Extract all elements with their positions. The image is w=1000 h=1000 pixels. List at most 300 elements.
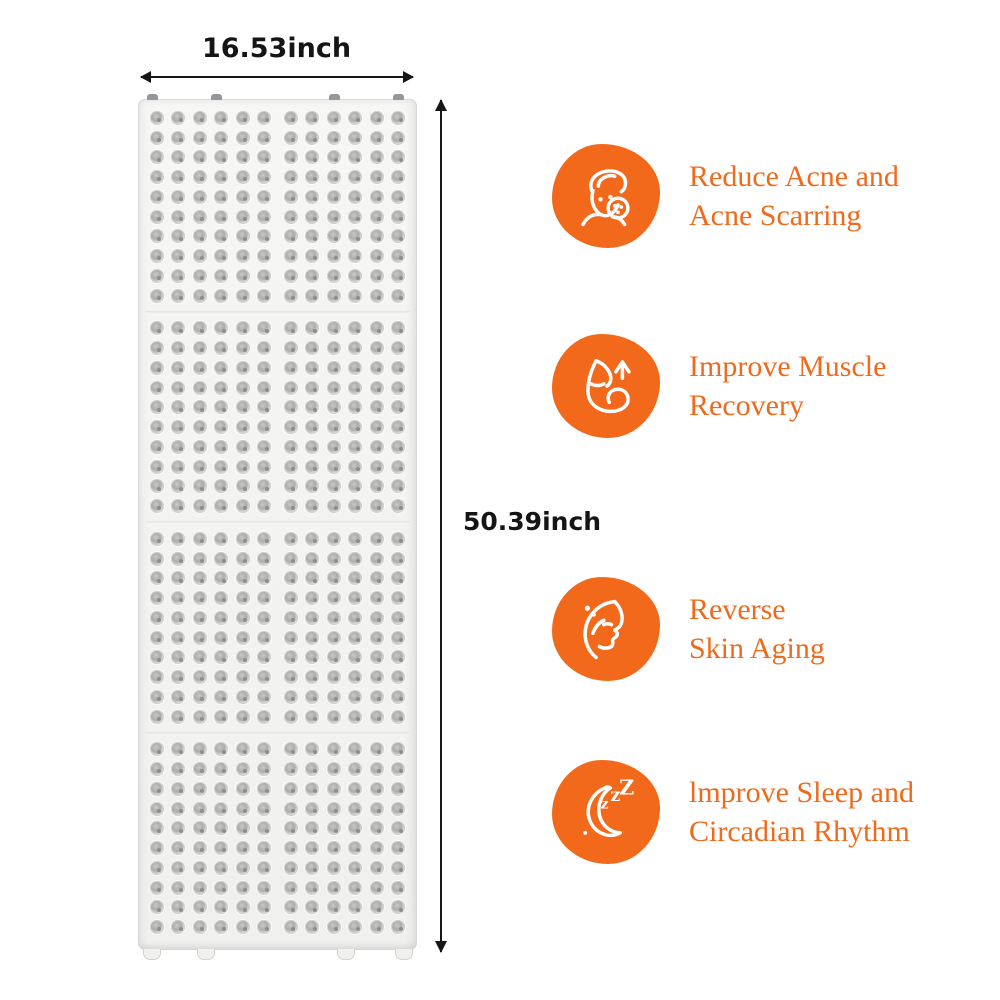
led-row [139,190,416,204]
led-dot [370,440,384,454]
led-dot [214,229,228,243]
led-dot [284,532,298,546]
led-dot [257,841,271,855]
feature-line: Circadian Rhythm [689,815,910,848]
led-dot [327,499,341,513]
led-dot [257,440,271,454]
led-dot [257,289,271,303]
led-dot [257,900,271,914]
led-dot [171,841,185,855]
led-dot [214,900,228,914]
led-dot [257,131,271,145]
led-dot [236,361,250,375]
led-dot [284,289,298,303]
svg-text:z: z [600,796,609,813]
led-dot [348,381,362,395]
led-dot [370,210,384,224]
led-dot [305,802,319,816]
led-dot [391,460,405,474]
led-dot [214,881,228,895]
led-dot [193,190,207,204]
led-dot [214,841,228,855]
led-dot [193,440,207,454]
led-row [139,479,416,493]
led-dot [327,552,341,566]
led-row [139,420,416,434]
led-dot [327,690,341,704]
led-dot [171,532,185,546]
led-dot [257,571,271,585]
led-dot [391,210,405,224]
led-section [139,529,416,727]
led-dot [348,341,362,355]
led-dot [236,479,250,493]
led-dot [284,111,298,125]
led-dot [348,571,362,585]
led-dot [284,552,298,566]
led-dot [171,782,185,796]
led-dot [391,900,405,914]
led-dot [214,460,228,474]
led-dot [305,631,319,645]
led-dot [171,611,185,625]
led-dot [193,321,207,335]
led-dot [171,420,185,434]
led-dot [150,742,164,756]
led-dot [348,690,362,704]
led-dot [305,440,319,454]
led-dot [284,381,298,395]
led-dot [327,479,341,493]
led-dot [305,920,319,934]
led-dot [327,841,341,855]
led-dot [214,479,228,493]
led-dot [150,710,164,724]
led-dot [171,249,185,263]
led-dot [305,381,319,395]
led-dot [284,361,298,375]
led-dot [214,821,228,835]
led-dot [284,210,298,224]
led-dot [284,861,298,875]
led-dot [391,321,405,335]
led-dot [193,150,207,164]
led-dot [236,742,250,756]
led-dot [370,341,384,355]
led-dot [327,361,341,375]
led-dot [257,690,271,704]
led-dot [214,670,228,684]
led-row [139,150,416,164]
led-dot [370,150,384,164]
led-dot [370,420,384,434]
led-dot [327,920,341,934]
led-dot [391,670,405,684]
led-dot [305,229,319,243]
led-dot [391,479,405,493]
led-dot [391,499,405,513]
led-dot [284,611,298,625]
led-dot [171,229,185,243]
panel-seam [145,732,410,735]
led-dot [305,841,319,855]
led-dot [214,170,228,184]
led-dot [257,670,271,684]
led-dot [236,861,250,875]
led-dot [171,920,185,934]
led-dot [391,400,405,414]
led-dot [193,742,207,756]
led-row [139,900,416,914]
led-dot [193,821,207,835]
led-dot [370,611,384,625]
led-dot [257,552,271,566]
led-dot [214,920,228,934]
led-dot [150,229,164,243]
led-dot [150,900,164,914]
led-dot [305,479,319,493]
led-row [139,210,416,224]
led-row [139,710,416,724]
led-dot [193,802,207,816]
led-dot [305,611,319,625]
dimension-width-arrow [141,76,413,78]
led-dot [370,841,384,855]
led-dot [348,190,362,204]
led-dot [370,269,384,283]
led-dot [391,150,405,164]
led-dot [348,650,362,664]
led-dot [214,321,228,335]
feature-line: Improve Muscle [689,350,887,383]
led-dot [348,420,362,434]
led-dot [214,591,228,605]
panel-foot [197,949,215,960]
led-dot [257,420,271,434]
led-dot [348,131,362,145]
led-dot [214,690,228,704]
led-dot [171,499,185,513]
led-dot [348,591,362,605]
led-row [139,269,416,283]
led-dot [171,690,185,704]
led-dot [391,920,405,934]
led-dot [171,802,185,816]
led-dot [327,249,341,263]
led-row [139,440,416,454]
led-dot [348,499,362,513]
led-dot [150,499,164,513]
led-dot [257,861,271,875]
led-dot [257,479,271,493]
led-dot [327,420,341,434]
led-dot [370,670,384,684]
led-dot [236,249,250,263]
feature-text [689,590,825,668]
led-dot [327,900,341,914]
led-row [139,742,416,756]
led-dot [214,420,228,434]
led-dot [305,650,319,664]
mount-tab-icon [211,94,222,100]
led-dot [171,591,185,605]
led-dot [150,249,164,263]
led-dot [150,670,164,684]
led-dot [214,710,228,724]
led-dot [284,920,298,934]
led-dot [305,420,319,434]
led-dot [193,400,207,414]
panel-seam [145,311,410,314]
led-dot [348,762,362,776]
led-dot [214,861,228,875]
led-dot [214,611,228,625]
led-dot [305,190,319,204]
led-dot [327,650,341,664]
led-dot [284,690,298,704]
led-dot [193,710,207,724]
led-row [139,111,416,125]
led-dot [171,571,185,585]
led-dot [214,762,228,776]
led-dot [257,341,271,355]
led-row [139,170,416,184]
led-dot [391,821,405,835]
led-dot [284,650,298,664]
led-dot [171,381,185,395]
led-dot [305,499,319,513]
led-dot [236,900,250,914]
led-dot [305,249,319,263]
led-dot [236,460,250,474]
led-section [139,740,416,938]
dimension-width-label: 16.53inch [201,33,352,64]
led-dot [171,670,185,684]
led-dot [305,821,319,835]
led-dot [327,782,341,796]
led-dot [305,552,319,566]
led-dot [284,321,298,335]
led-dot [327,229,341,243]
led-dot [348,900,362,914]
led-dot [257,650,271,664]
led-dot [284,571,298,585]
led-dot [348,861,362,875]
led-dot [150,591,164,605]
led-dot [305,460,319,474]
led-dot [171,131,185,145]
led-dot [391,650,405,664]
led-row [139,611,416,625]
led-row [139,361,416,375]
led-dot [284,841,298,855]
led-dot [305,900,319,914]
led-dot [370,321,384,335]
led-row [139,861,416,875]
led-dot [391,861,405,875]
led-dot [214,532,228,546]
led-dot [150,920,164,934]
feature-line: Skin Aging [689,632,825,665]
led-dot [391,881,405,895]
led-dot [171,552,185,566]
led-row [139,229,416,243]
led-dot [348,150,362,164]
feature-line: Reduce Acne and [689,160,899,193]
led-dot [391,710,405,724]
led-dot [284,170,298,184]
led-dot [370,249,384,263]
led-dot [327,742,341,756]
led-dot [370,650,384,664]
led-dot [257,400,271,414]
feature-muscle-recovery [552,334,886,438]
led-row [139,802,416,816]
led-dot [327,591,341,605]
led-dot [193,670,207,684]
led-dot [284,479,298,493]
led-dot [171,361,185,375]
feature-line: Acne Scarring [689,199,862,232]
led-dot [193,841,207,855]
panel-foot [395,949,413,960]
led-dot [370,361,384,375]
led-dot [150,381,164,395]
led-dot [214,269,228,283]
led-dot [171,210,185,224]
led-dot [171,861,185,875]
dimension-height-arrow [440,100,442,952]
led-dot [348,229,362,243]
led-dot [171,111,185,125]
led-dot [391,381,405,395]
led-dot [193,650,207,664]
led-dot [284,460,298,474]
led-dot [193,229,207,243]
led-dot [305,762,319,776]
led-dot [391,249,405,263]
led-dot [193,131,207,145]
led-dot [214,650,228,664]
led-dot [193,861,207,875]
led-dot [327,881,341,895]
panel-seam [145,521,410,524]
led-dot [327,321,341,335]
led-row [139,881,416,895]
led-dot [370,821,384,835]
led-dot [348,742,362,756]
led-row [139,690,416,704]
skin-aging-face-icon [552,577,660,681]
led-dot [171,881,185,895]
led-dot [150,150,164,164]
led-dot [284,742,298,756]
led-dot [257,499,271,513]
led-dot [305,742,319,756]
led-dot [236,400,250,414]
led-dot [284,670,298,684]
led-dot [214,631,228,645]
led-dot [193,269,207,283]
led-dot [391,361,405,375]
led-dot [305,210,319,224]
led-dot [305,710,319,724]
led-dot [171,269,185,283]
led-dot [284,150,298,164]
led-dot [257,321,271,335]
led-row [139,821,416,835]
led-dot [171,762,185,776]
led-dot [236,210,250,224]
led-dot [214,782,228,796]
led-dot [236,190,250,204]
led-dot [327,170,341,184]
led-dot [370,532,384,546]
led-dot [370,742,384,756]
led-dot [193,631,207,645]
acne-face-icon [552,144,660,248]
led-dot [327,802,341,816]
led-dot [348,289,362,303]
led-dot [370,571,384,585]
led-dot [284,631,298,645]
feature-text [689,157,899,235]
led-dot [214,742,228,756]
led-dot [348,460,362,474]
panel-foot [337,949,355,960]
led-dot [150,440,164,454]
led-row [139,321,416,335]
led-dot [257,532,271,546]
feature-reverse-skin-aging [552,577,825,681]
svg-text:Z: Z [619,777,635,800]
led-dot [391,190,405,204]
led-dot [370,381,384,395]
led-dot [214,571,228,585]
led-dot [391,341,405,355]
led-dot [327,571,341,585]
led-dot [391,131,405,145]
led-row [139,400,416,414]
led-dot [171,900,185,914]
led-dot [171,742,185,756]
led-dot [391,611,405,625]
led-dot [236,381,250,395]
led-dot [327,341,341,355]
led-dot [305,289,319,303]
led-dot [370,190,384,204]
led-row [139,571,416,585]
led-dot [305,400,319,414]
led-dot [284,440,298,454]
led-dot [150,361,164,375]
led-dot [348,440,362,454]
led-dot [327,111,341,125]
led-dot [150,821,164,835]
led-dot [284,802,298,816]
led-row [139,650,416,664]
led-dot [236,710,250,724]
led-dot [327,400,341,414]
led-dot [257,229,271,243]
led-dot [391,782,405,796]
led-dot [327,762,341,776]
led-dot [150,631,164,645]
feature-line: Recovery [689,389,804,422]
led-dot [236,881,250,895]
panel-foot [143,949,161,960]
led-dot [391,690,405,704]
